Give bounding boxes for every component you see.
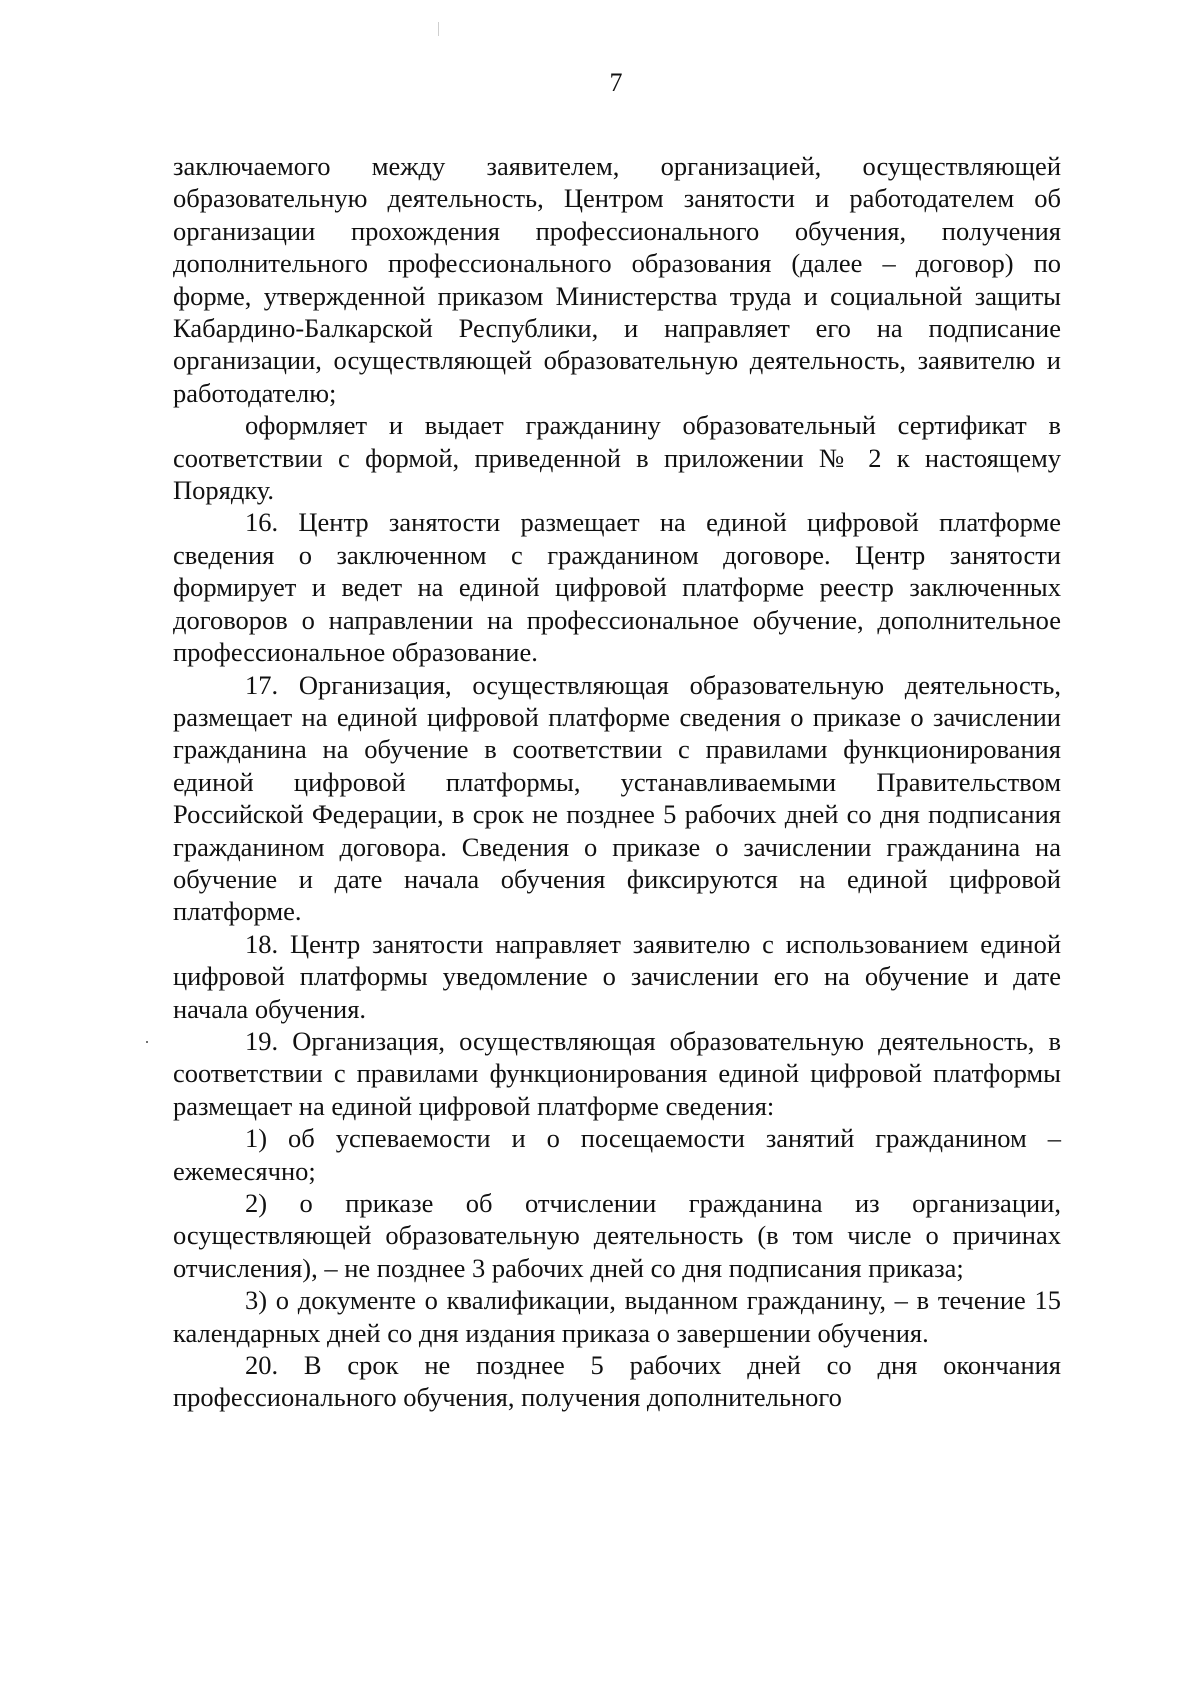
paragraph-item-17: 17. Организация, осуществляющая образовательную деятельность, размещает на единой цифровой платформе сведения о приказе о зачислении гражданина на обучение в соответствии с правилами функционирования единой цифровой платформы, устанавливаемыми Правительством Российской Федерации, в срок не позднее 5 рабочих дней со дня подписания гражданином договора. Сведения о приказе о зачислении гражданина на обучение и дате начала обучения фиксируются на единой цифровой платформе.: [173, 669, 1061, 927]
paragraph-item-20: 20. В срок не позднее 5 рабочих дней со дня окончания профессионального обучения, получения дополнительного: [173, 1350, 1061, 1413]
scan-mark: [438, 22, 439, 36]
paragraph-contract-description: заключаемого между заявителем, организацией, осуществляющей образовательную деятельность, Центром занятости и работодателем об организации прохождения профессионального обучения, получения дополнительного профессионального образования (далее – договор) по форме, утвержденной приказом Министерства труда и социальной защиты Кабардино-Балкарской Республики, и направляет его на подписание организации, осуществляющей образовательную деятельность, заявителю и работодателю;: [173, 151, 1061, 408]
scan-speck: [146, 1041, 148, 1043]
paragraph-certificate: оформляет и выдает гражданину образовательный сертификат в соответствии с формой, приведенной в приложении № 2 к настоящему Порядку.: [173, 410, 1061, 506]
document-body: [173, 150, 1061, 1414]
paragraph-item-16: 16. Центр занятости размещает на единой цифровой платформе сведения о заключенном с гражданином договоре. Центр занятости формирует и ведет на единой цифровой платформе реестр заключенных договоров о направлении на профессиональное обучение, дополнительное профессиональное образование.: [173, 507, 1061, 668]
page-number: 7: [609, 68, 623, 97]
paragraph-item-19: 19. Организация, осуществляющая образовательную деятельность, в соответствии с правилами функционирования единой цифровой платформы размещает на единой цифровой платформе сведения:: [173, 1025, 1061, 1121]
paragraph-item-18: 18. Центр занятости направляет заявителю с использованием единой цифровой платформы уведомление о зачислении его на обучение и дате начала обучения.: [173, 928, 1061, 1024]
paragraph-subitem-2: 2) о приказе об отчислении гражданина из организации, осуществляющей образовательную деятельность (в том числе о причинах отчисления), – не позднее 3 рабочих дней со дня подписания приказа;: [173, 1188, 1061, 1283]
paragraph-subitem-1: 1) об успеваемости и о посещаемости занятий гражданином – ежемесячно;: [173, 1123, 1061, 1186]
paragraph-subitem-3: 3) о документе о квалификации, выданном гражданину, – в течение 15 календарных дней со дня издания приказа о завершении обучения.: [173, 1285, 1061, 1348]
